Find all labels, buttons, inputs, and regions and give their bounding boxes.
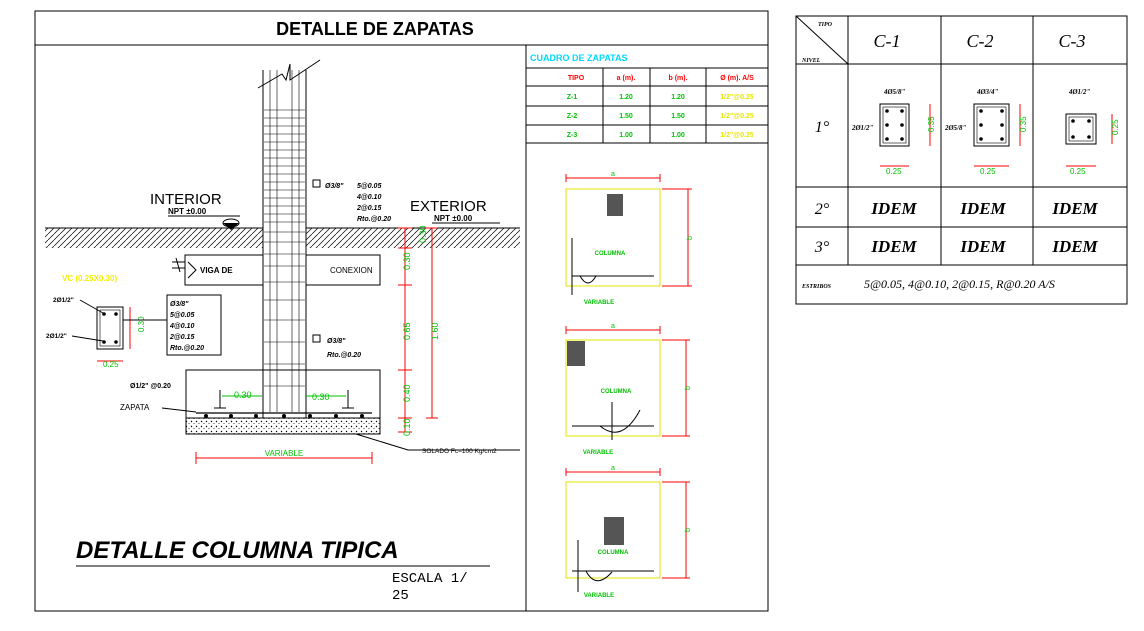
footing-plan-3	[566, 465, 692, 599]
footing-cell: 1.20	[619, 94, 633, 101]
c3-width-dim: 0.25	[1070, 167, 1086, 176]
c2-height-dim: 0.35	[1019, 116, 1028, 132]
footing-cell: 1/2"@0.25	[720, 94, 754, 101]
plan-variable-label: VARIABLE	[583, 593, 615, 599]
footing-plan-2	[566, 323, 692, 456]
footing-cell: 1.00	[619, 132, 633, 139]
footing-table	[526, 53, 768, 143]
idem-cell: IDEM	[960, 237, 1006, 256]
col-header-c2: C-2	[966, 31, 994, 51]
column-section-c2	[944, 88, 1028, 176]
footing-cell: Z-1	[566, 94, 578, 101]
plan-dim-a: a	[611, 323, 615, 330]
footing-cell: 1.50	[671, 113, 685, 120]
estribos-label: ESTRIBOS	[802, 284, 832, 290]
footing-cell: Z-2	[566, 113, 578, 120]
vc-width-dim: 0.25	[103, 360, 119, 369]
c1-side-bars: 2Ø1/2"	[852, 124, 874, 132]
plan-dim-a: a	[611, 171, 615, 178]
level-label: 2°	[814, 201, 830, 218]
plan-columna-label: COLUMNA	[594, 251, 626, 257]
idem-cell: IDEM	[1052, 237, 1098, 256]
vc-label: VC (0.25X0.30)	[62, 274, 118, 283]
footing-cell: Z-3	[566, 132, 578, 139]
bar-label: Ø1/2" @0.20	[130, 383, 171, 390]
solado-label: SOLADO Fc=100 Kg/cm2	[422, 448, 497, 455]
vc-bar-bottom: 2Ø1/2"	[46, 333, 67, 340]
footing-cell: 1/2"@0.25	[720, 132, 754, 139]
vc-stirrups-0: Ø3/8"	[170, 301, 189, 308]
plan-columna-label: COLUMNA	[597, 550, 629, 556]
stirrups-top-0: Ø3/8"	[325, 183, 344, 190]
footing-header-b: b (m).	[668, 75, 688, 82]
scale-line-2: 25	[392, 588, 409, 604]
plan-variable-label: VARIABLE	[583, 300, 615, 306]
footing-header-tipo: TIPO	[567, 75, 585, 82]
stirrups-top-3: 2@0.15	[357, 205, 382, 212]
idem-cell: IDEM	[1052, 199, 1098, 218]
column-section-c3	[1066, 88, 1120, 176]
exterior-npt: NPT ±0.00	[434, 214, 473, 223]
dim-vertical-1: 0.30	[402, 252, 412, 270]
exterior-label: EXTERIOR	[410, 198, 487, 215]
dim-030-right: 0.30	[312, 392, 330, 402]
col-header-c3: C-3	[1058, 31, 1086, 51]
stirrups-low-1: Rto.@0.20	[327, 352, 362, 359]
c2-width-dim: 0.25	[980, 167, 996, 176]
idem-cell: IDEM	[871, 237, 917, 256]
column-section	[45, 60, 520, 604]
c2-side-bars: 2Ø5/8"	[945, 124, 967, 132]
col-table-nivel: NIVEL	[802, 58, 821, 64]
column-section-c1	[851, 88, 936, 176]
sheet-frame	[35, 11, 768, 611]
col-table-tipo: TIPO	[818, 22, 832, 28]
column-table	[796, 16, 1127, 304]
beam-label-b: CONEXION	[330, 266, 373, 275]
level-label: 3°	[814, 239, 830, 256]
plan-columna-label: COLUMNA	[600, 389, 632, 395]
sheet-title: DETALLE DE ZAPATAS	[276, 19, 474, 39]
stirrups-low-0: Ø3/8"	[327, 338, 346, 345]
plan-dim-a: a	[611, 465, 615, 472]
vc-stirrups-1: 5@0.05	[170, 312, 195, 319]
interior-label: INTERIOR	[150, 191, 222, 208]
footing-plan-1	[566, 171, 694, 306]
footing-cell: 1.50	[619, 113, 633, 120]
beam-label-a: VIGA DE	[200, 266, 233, 275]
zapata-label: ZAPATA	[120, 403, 150, 412]
plan-dim-b: b	[685, 528, 692, 532]
footing-header-phi: Ø (m). A/S	[720, 75, 754, 82]
dim-vertical-0: 0.30	[418, 225, 428, 243]
level-label: 1°	[814, 119, 830, 136]
footing-cell: 1.20	[671, 94, 685, 101]
c1-top-bars: 4Ø5/8"	[884, 88, 906, 96]
c1-width-dim: 0.25	[886, 167, 902, 176]
footing-table-title: CUADRO DE ZAPATAS	[530, 53, 628, 63]
vc-stirrups-3: 2@0.15	[170, 334, 195, 341]
dim-vertical-4: 0.10	[402, 418, 412, 436]
dim-vertical-5: 1.60	[430, 322, 440, 340]
c2-top-bars: 4Ø3/4"	[977, 88, 999, 96]
plan-dim-b: b	[687, 236, 694, 240]
stirrups-top-4: Rto.@0.20	[357, 216, 392, 223]
estribos-value: 5@0.05, 4@0.10, 2@0.15, R@0.20 A/S	[864, 277, 1055, 291]
main-title: DETALLE COLUMNA TIPICA	[76, 537, 399, 564]
vc-height-dim: 0.30	[137, 316, 146, 332]
dim-030-left: 0.30	[234, 390, 252, 400]
footing-cell: 1.00	[671, 132, 685, 139]
footing-bars	[204, 414, 364, 418]
footing-cell: 1/2"@0.25	[720, 113, 754, 120]
c3-height-dim: 0.25	[1111, 119, 1120, 135]
c3-top-bars: 4Ø1/2"	[1069, 88, 1091, 96]
idem-cell: IDEM	[960, 199, 1006, 218]
stirrups-top-2: 4@0.10	[357, 194, 382, 201]
col-header-c1: C-1	[873, 31, 901, 51]
vc-stirrups-4: Rto.@0.20	[170, 345, 205, 352]
dim-vertical-2: 0.65	[402, 322, 412, 340]
idem-cell: IDEM	[871, 199, 917, 218]
variable-dim-label: VARIABLE	[264, 449, 304, 458]
vc-stirrups-2: 4@0.10	[170, 323, 195, 330]
c1-height-dim: 0.35	[927, 116, 936, 132]
stirrups-top-1: 5@0.05	[357, 183, 382, 190]
plan-variable-label: VARIABLE	[582, 450, 614, 456]
plan-dim-b: b	[685, 386, 692, 390]
vc-bar-top: 2Ø1/2"	[53, 297, 74, 304]
footing-header-a: a (m).	[616, 75, 636, 82]
interior-npt: NPT ±0.00	[168, 207, 207, 216]
dim-vertical-3: 0.40	[402, 384, 412, 402]
scale-line-1: ESCALA 1/	[392, 571, 468, 587]
